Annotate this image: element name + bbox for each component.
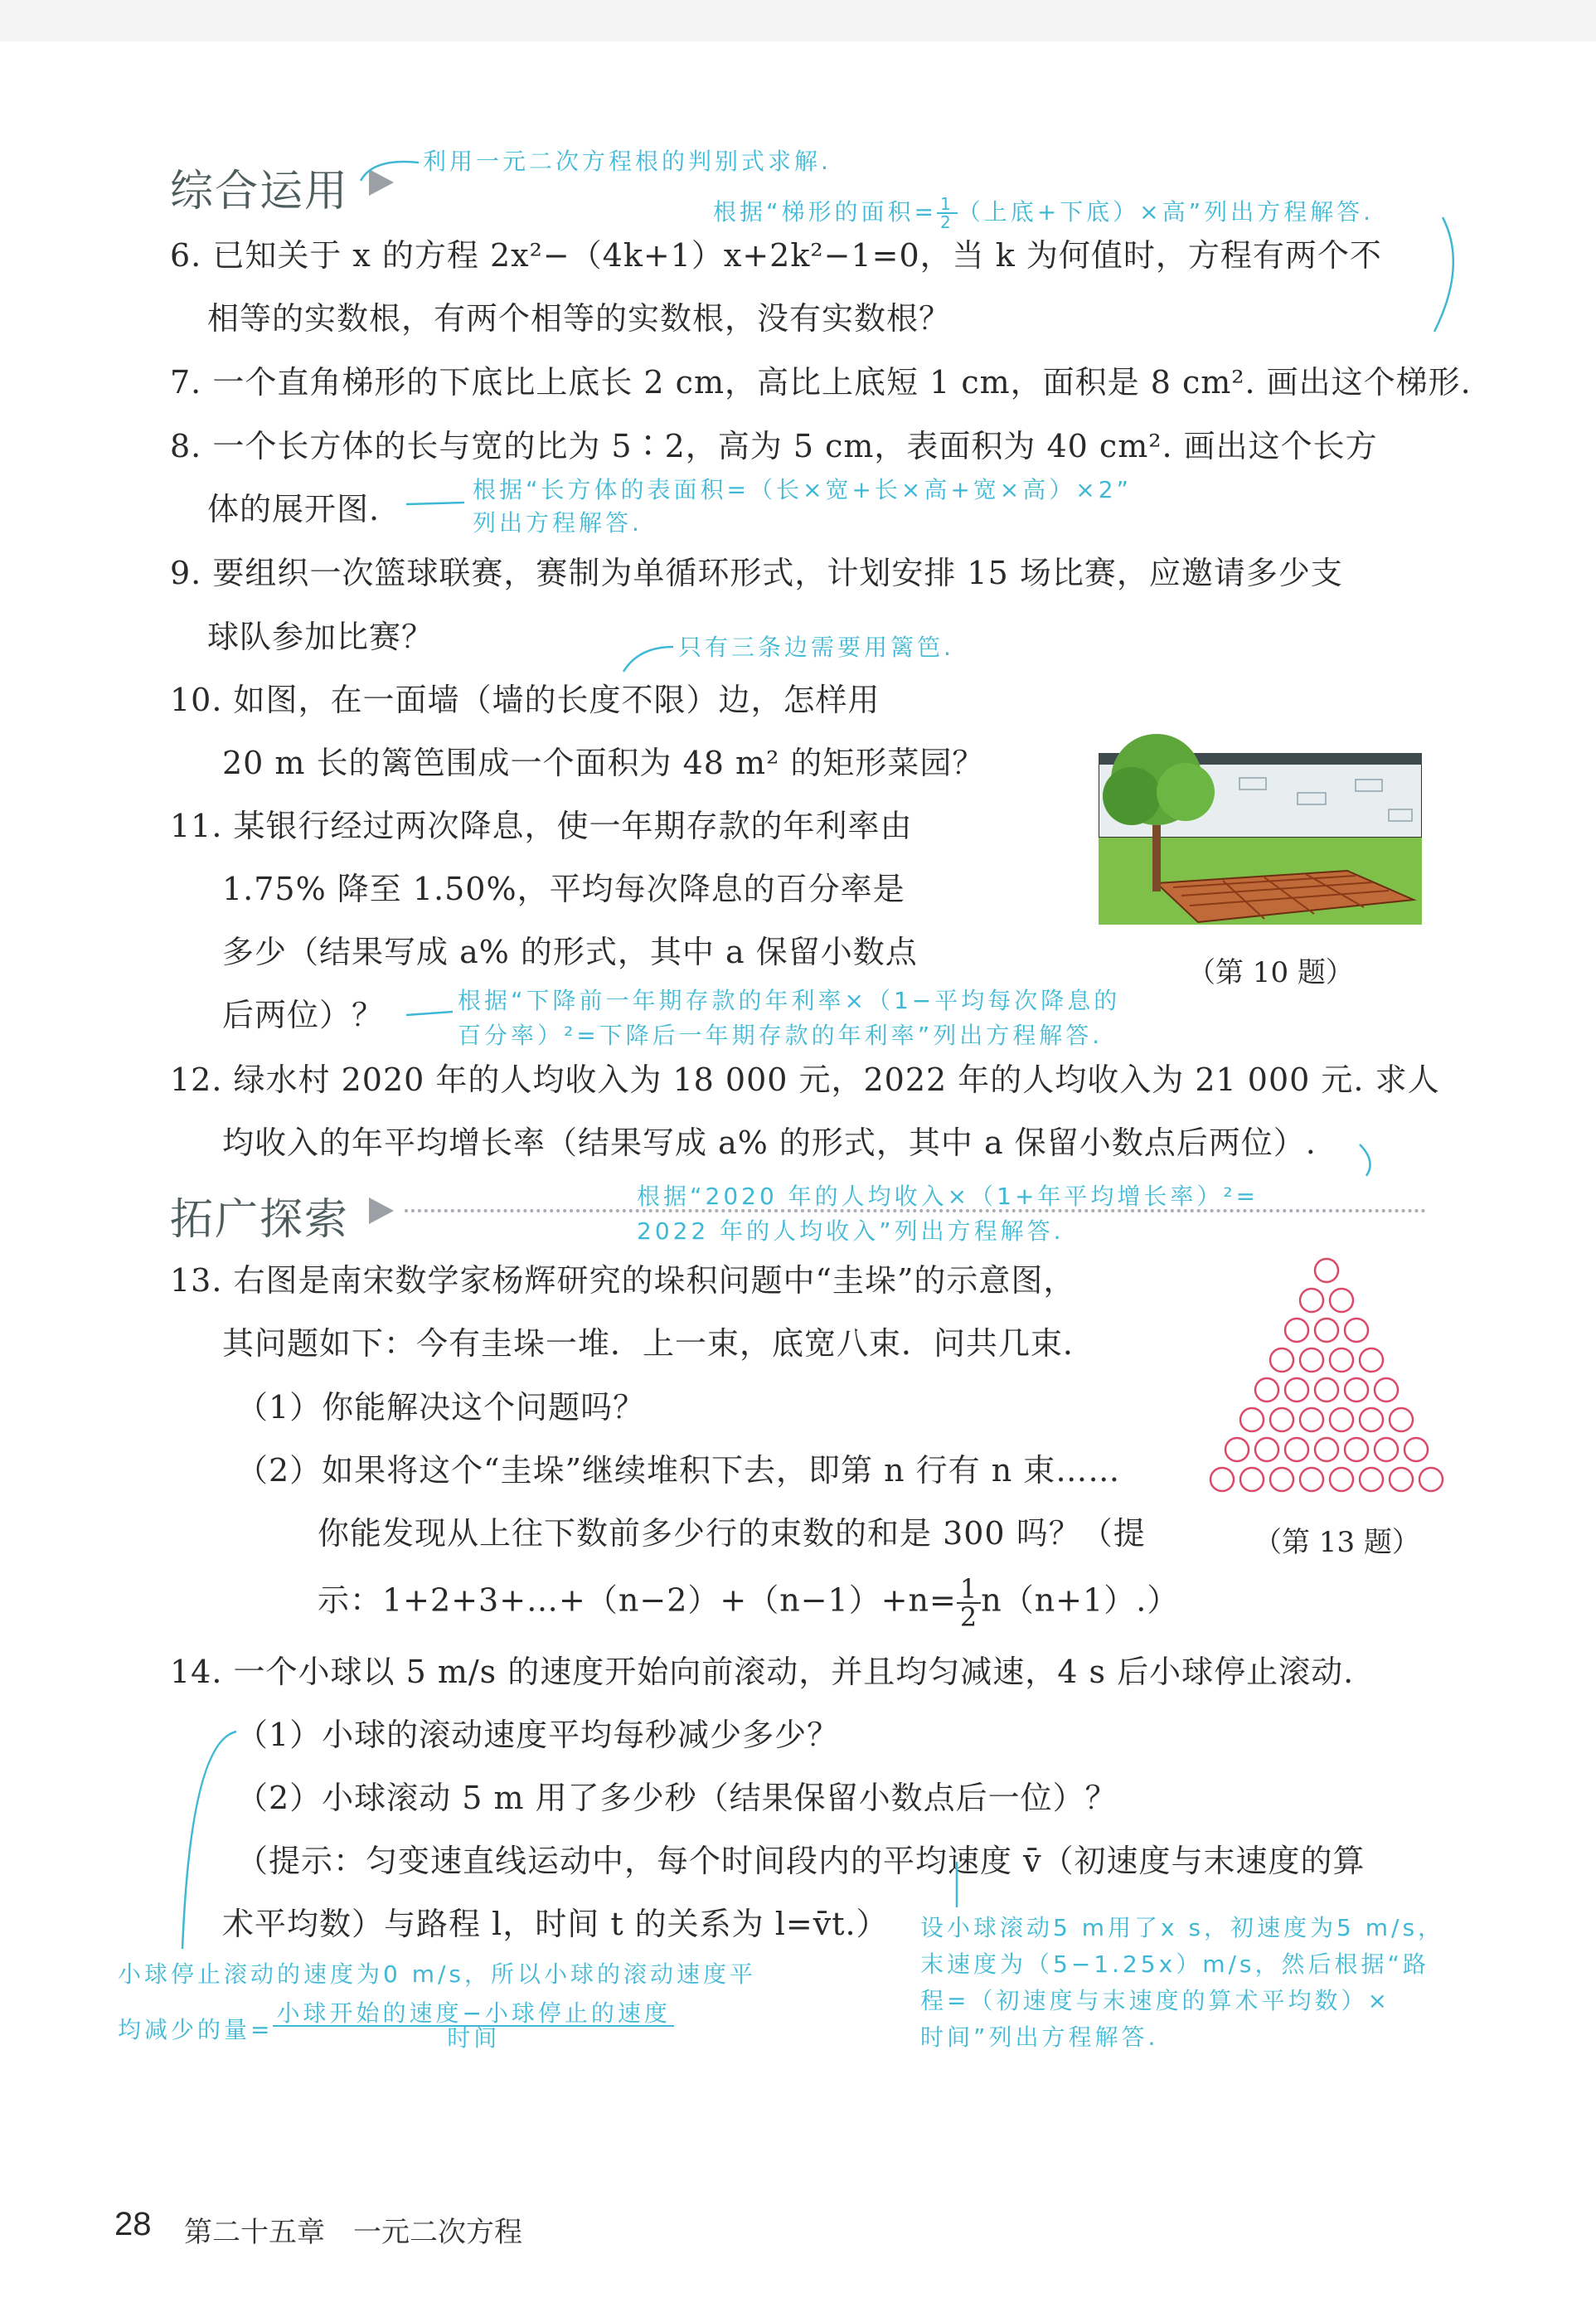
question-11-line3: 多少（结果写成 a% 的形式，其中 a 保留小数点 [222,934,918,970]
page-number: 28 [114,2206,152,2242]
leader-a5 [406,1012,453,1015]
question-14-part2: （2）小球滚动 5 m 用了多少秒（结果保留小数点后一位）？ [236,1780,1118,1816]
question-12-line1: 12. 绿水村 2020 年的人均收入为 18 000 元，2022 年的人均收入为 21 000 元. 求人 [170,1061,1440,1098]
section-title-zonghe: 综合运用 [170,167,350,216]
annotation-interest-line1: 根据“下降前一年期存款的年利率×（1−平均每次降息的 [458,987,1121,1014]
annotation-time-line4: 时间”列出方程解答. [920,2023,1159,2051]
annotation-discriminant: 利用一元二次方程根的判别式求解. [423,148,832,175]
annotation-fence: 只有三条边需要用篱笆. [678,634,954,661]
section-title-tuoguang: 拓广探索 [170,1195,350,1245]
figure-13-caption: （第 13 题） [1254,1526,1420,1559]
question-10-line2: 20 m 长的篱笆围成一个面积为 48 m² 的矩形菜园？ [222,745,985,781]
annotation-speed-line1: 小球停止滚动的速度为0 m/s，所以小球的滚动速度平 [118,1960,757,1988]
question-12-line2: 均收入的年平均增长率（结果写成 a% 的形式，其中 a 保留小数点后两位）. [222,1125,1317,1161]
question-9-line2: 球队参加比赛？ [207,619,434,655]
annotation-growth-line2: 2022 年的人均收入”列出方程解答. [637,1217,1065,1245]
chapter-title: 第二十五章 一元二次方程 [184,2216,522,2249]
leader-a3 [406,503,464,504]
question-8-line1: 8. 一个长方体的长与宽的比为 5∶2，高为 5 cm，表面积为 40 cm². 画出这个长方 [170,428,1378,464]
question-13-part1: （1）你能解决这个问题吗？ [236,1389,646,1426]
annotation-interest-line2: 百分率）²=下降后一年期存款的年利率”列出方程解答. [458,1022,1104,1049]
question-13-line2: 其问题如下：今有圭垛一堆．上一束，底宽八束．问共几束． [222,1325,1096,1362]
annotation-trapezoid-pre: 根据“梯形的面积= [713,198,937,226]
annotation-cuboid-line1: 根据“长方体的表面积=（长×宽+长×高+宽×高）×2” [473,476,1133,503]
leader-a4 [623,647,673,672]
annotation-cuboid-line2: 列出方程解答. [473,509,643,537]
question-7-line1: 7. 一个直角梯形的下底比上底长 2 cm，高比上底短 1 cm，面积是 8 cm². 画出这个梯形. [170,364,1472,401]
question-10-line1: 10. 如图，在一面墙（墙的长度不限）边，怎样用 [170,682,880,718]
question-8-line2: 体的展开图. [207,491,381,527]
question-6-line2: 相等的实数根，有两个相等的实数根，没有实数根？ [207,300,952,337]
question-13-part2-line1: （2）如果将这个“圭垛”继续堆积下去，即第 n 行有 n 束…… [236,1452,1121,1489]
frac-num: 1 [937,196,958,214]
question-11-line4: 后两位）？ [222,997,385,1033]
question-14-line1: 14. 一个小球以 5 m/s 的速度开始向前滚动，并且均匀减速，4 s 后小球停止滚动. [170,1654,1355,1690]
annotation-trapezoid-post: （上底+下底）×高”列出方程解答. [957,198,1375,226]
formula-pre: 示：1+2+3+…+（n−2）+（n−1）+n= [318,1581,957,1619]
speed-frac-num: 小球开始的速度−小球停止的速度 [273,2002,673,2027]
annotation-time-line3: 程=（初速度与末速度的算术平均数）× [920,1987,1390,2014]
leader-a6 [1360,1144,1370,1176]
question-13-part2-line2: 你能发现从上往下数前多少行的束数的和是 300 吗？（提 [318,1515,1146,1552]
annotation-growth-line1: 根据“2020 年的人均收入×（1+年平均增长率）²= [637,1183,1259,1210]
question-13-line1: 13. 右图是南宋数学家杨辉研究的垛积问题中“圭垛”的示意图， [170,1262,1076,1299]
figure-10-caption: （第 10 题） [1187,956,1354,989]
leader-a2 [1434,217,1453,332]
question-11-line1: 11. 某银行经过两次降息，使一年期存款的年利率由 [170,808,913,844]
speed-frac-den: 时间 [447,2024,501,2052]
question-9-line1: 9. 要组织一次篮球联赛，赛制为单循环形式，计划安排 15 场比赛，应邀请多少支 [170,555,1343,591]
frac-den: 2 [939,212,954,232]
question-14-part1: （1）小球的滚动速度平均每秒减少多少？ [236,1717,840,1753]
formula-post: n（n+1）.） [981,1581,1180,1619]
question-14-hint-line2: 术平均数）与路程 l，时间 t 的关系为 l=v̄t.） [222,1906,889,1942]
annotation-time-line2: 末速度为（5−1.25x）m/s，然后根据“路 [920,1950,1429,1978]
formula-num: 1 [957,1576,981,1604]
annotation-time-line1: 设小球滚动5 m用了x s，初速度为5 m/s， [920,1914,1445,1941]
formula-den: 2 [959,1601,978,1633]
question-6-line1: 6. 已知关于 x 的方程 2x²−（4k+1）x+2k²−1=0，当 k 为何值时，方程有两个不 [170,237,1382,274]
question-14-hint-line1: （提示：匀变速直线运动中，每个时间段内的平均速度 v̄（初速度与末速度的算 [236,1843,1366,1879]
leader-a7 [182,1732,236,1949]
annotation-speed-pre: 均减少的量= [118,2016,274,2043]
leader-a1 [361,162,419,181]
question-11-line2: 1.75% 降至 1.50%，平均每次降息的百分率是 [222,871,905,907]
